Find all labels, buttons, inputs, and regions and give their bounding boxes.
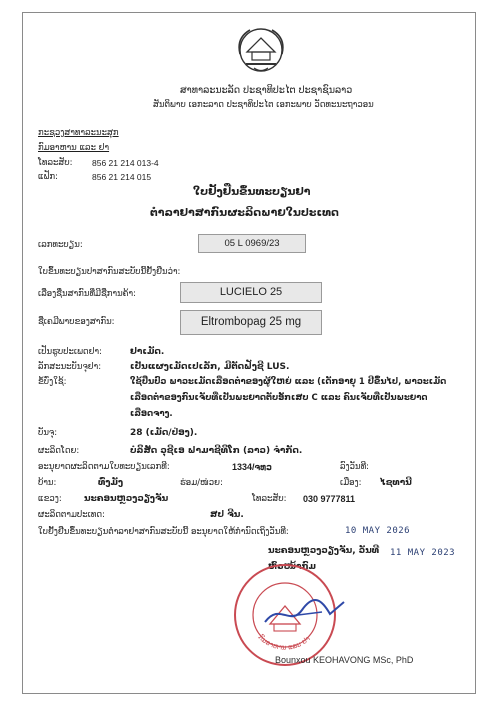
form-label: ເປັນຮູບປະເພດຢາ: [38, 347, 102, 357]
indication-label: ຂໍ້ບົ່ງໃຊ້: [38, 377, 67, 387]
district-label: ເມືອງ: [340, 478, 362, 488]
district-value: ໄຊທານີ [380, 478, 412, 488]
signatory-name: Bounxou KEOHAVONG MSc, PhD [275, 655, 414, 665]
quantity-label: ບັນຈຸ: [38, 428, 58, 438]
fax-value: 856 21 214 015 [92, 172, 152, 182]
village-label: ບ້ານ: [38, 478, 57, 488]
ministry-name: ກະຊວງສາທາລະນະສຸກ [38, 128, 119, 138]
country-value: ສປ ຈີນ. [210, 510, 244, 520]
country-label: ຜະລິດຕາມປະເທດ: [38, 510, 105, 520]
fax-label: ແຟັກ: [38, 172, 58, 182]
indication-line-3: ເລືອດຈາງ. [130, 409, 173, 419]
unit-label: ຮ່ອມ/ໜ່ວຍ: [180, 478, 223, 488]
province-label: ແຂວງ: [38, 494, 62, 504]
indication-line-1: ໃຊ້ປິ່ນປົວ ພາວະເມັດເລືອດຕ່ຳຂອງຜູ້ໃຫຍ່ ແລະ (ເດັກອາຍຸ 1 ປີຂຶ້ນໄປ, ພາວະເມັດ [130, 377, 447, 387]
republic-name: ສາທາລະນະລັດ ປະຊາທິປະໄຕ ປະຊາຊົນລາວ [180, 85, 353, 96]
license-label: ອະນຸຍາດຜະລິດຕາມໃບທະບຽນເລກທີ: [38, 462, 170, 472]
validity-date-stamp: 10 MAY 2026 [345, 526, 411, 536]
package-label: ລັກສະນະບັນຈຸຢາ: [38, 362, 102, 372]
tel-value: 030 9777811 [303, 494, 356, 504]
phone-label: ໂທລະສັບ: [38, 158, 73, 168]
registration-number-box: 05 L 0969/23 [198, 234, 306, 253]
signature-role: ຫົວໜ້າກົມ [268, 562, 317, 572]
svg-text:ກົມອາຫານ ແລະ ຢາ [256, 633, 312, 652]
stamp-text: ກົມອາຫານ ແລະ ຢາ [256, 633, 312, 652]
registration-number-label: ເລກທະບຽນ: [38, 240, 83, 250]
validity-label: ໃບຢັ້ງຢືນຂຶ້ນທະບຽນຕຳລາຢາສາກົນສະບັບນີ້ ອະນຸຍາດໃຫ້ກຳນົດເຖິງວັນທີ: [38, 527, 289, 537]
province-value: ນະຄອນຫຼວງວຽງຈັນ [84, 494, 169, 504]
trade-name-box: LUCIELO 25 [180, 282, 322, 303]
national-motto: ສັນຕິພາບ ເອກະລາດ ປະຊາທິປະໄຕ ເອກະພາບ ວັດທະນະຖາວອນ [153, 100, 374, 110]
manufacturer-label: ຜະລິດໂດຍ: [38, 446, 80, 456]
tel-label: ໂທລະສັບ: [252, 494, 287, 504]
village-value: ທົ່ງມັງ [98, 478, 124, 488]
national-emblem-icon [232, 24, 290, 74]
indication-line-2: ເລືອດຕ່ຳຂອງກົນເຈັບທີ່ເປັນພະຍາດຕັບອັກເສບ C ແລະ ຄົນເຈັບທີ່ເປັນພະຍາດ [130, 393, 428, 403]
phone-value: 856 21 214 013-4 [92, 158, 159, 168]
signature-place: ນະຄອນຫຼວງວຽງຈັນ, ວັນທີ [268, 546, 380, 556]
manufacturer-value: ບໍລິສັດ ວຸຊີເອ ຟາມາຊີທິໂກ (ລາວ) ຈຳກັດ. [130, 446, 303, 456]
quantity-value: 28 (ເມັດ/ປ່ອງ). [130, 428, 198, 438]
license-date-label: ລົງວັນທີ: [340, 462, 370, 472]
issue-date-stamp: 11 MAY 2023 [390, 548, 456, 558]
certificate-intro: ໃບຂຶ້ນທະບຽນປາສາກົນສະບັບນີ້ຢັ້ງຢືນວ່າ: [38, 267, 181, 277]
department-name: ກົມອາຫານ ແລະ ຢາ [38, 143, 110, 153]
license-value: 1334/ຈທວ [232, 462, 272, 472]
form-value: ຢາເມັດ. [130, 347, 165, 357]
document-title: ໃບຢັ້ງຢືນຂຶ້ນທະບຽນຢາ [193, 185, 311, 198]
handwritten-signature-icon [260, 592, 350, 632]
package-value: ເປັນແຜງເມັດເປເລັກ, ມີຕັດຟັງຊີ LUS. [130, 362, 290, 372]
document-subtitle: ຕຳລາຢາສາກົນຜະລິດພາຍໃນປະເທດ [150, 206, 339, 219]
trade-name-label: ເລື່ອງຊື່ນສາກົນທີ່ມີຊື່ການຄ້າ: [38, 289, 136, 299]
generic-name-box: Eltrombopag 25 mg [180, 310, 322, 335]
generic-name-label: ຊື່ເຄມີພາບຂອງສາກົນ: [38, 317, 115, 327]
